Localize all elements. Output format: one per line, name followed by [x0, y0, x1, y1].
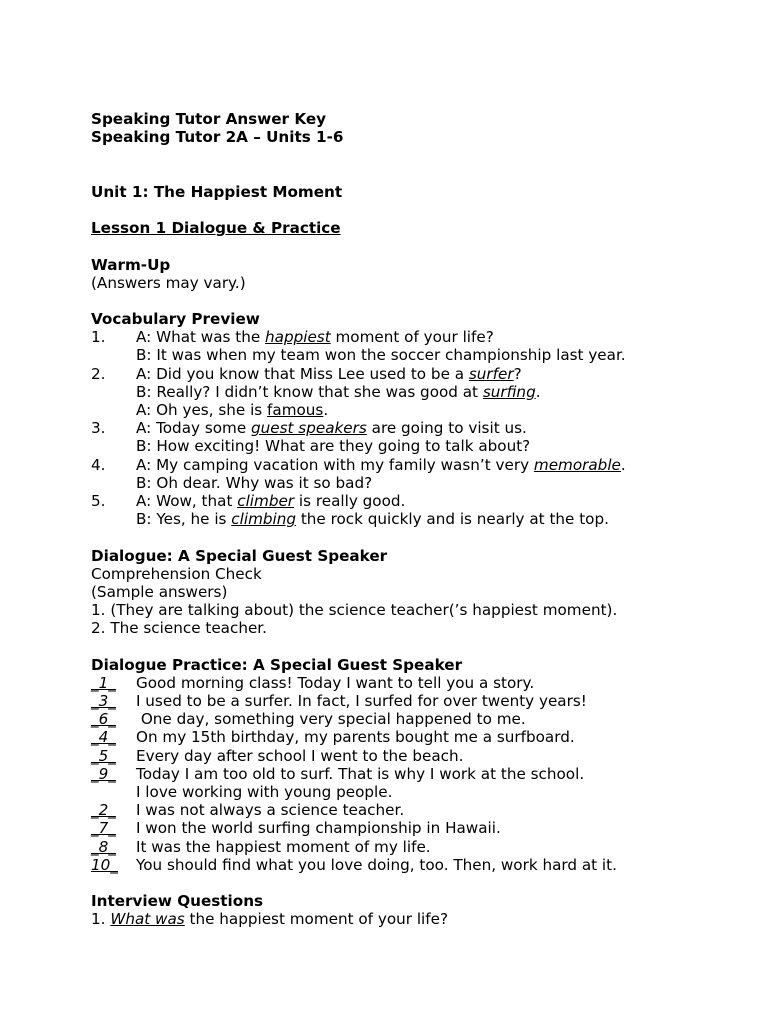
vocab-line — [91, 510, 731, 528]
order-number: _6_ — [91, 710, 116, 729]
warmup-note: (Answers may vary.) — [91, 273, 246, 292]
practice-text: It was the happiest moment of my life. — [136, 837, 431, 856]
order-number: _2_ — [91, 801, 116, 820]
practice-text: You should find what you love doing, too. Then, work hard at it. — [136, 855, 617, 874]
practice-line — [91, 747, 731, 765]
vocab-text: B: It was when my team won the soccer championship last year. — [136, 346, 626, 365]
order-number: _9_ — [91, 764, 116, 783]
question-number: 1. — [91, 910, 111, 929]
vocab-answer: guest speakers — [251, 419, 367, 438]
unit-title: Unit 1: The Happiest Moment — [91, 182, 343, 201]
doc-subtitle: Speaking Tutor 2A – Units 1-6 — [91, 128, 344, 147]
vocab-text: A: Wow, that — [136, 491, 238, 510]
vocab-answer: surfer — [468, 364, 514, 383]
practice-line — [91, 674, 731, 692]
vocab-answer: surfing — [482, 382, 536, 401]
vocab-text: A: Oh yes, she is — [136, 401, 268, 419]
sample-answers-note: (Sample answers) — [91, 582, 228, 601]
vocab-line — [91, 492, 731, 510]
warmup-heading: Warm-Up — [91, 255, 171, 274]
vocab-line — [91, 419, 731, 437]
order-number: _3_ — [91, 692, 116, 710]
vocab-number: 5. — [91, 491, 106, 510]
practice-line — [91, 783, 731, 801]
practice-line — [91, 710, 731, 728]
vocab-text: the rock quickly and is nearly at the top. — [296, 510, 609, 529]
doc-title: Speaking Tutor Answer Key — [91, 110, 327, 128]
vocab-text: B: Oh dear. Why was it so bad? — [136, 473, 373, 492]
practice-line — [91, 819, 731, 837]
vocab-text: ? — [513, 364, 522, 383]
vocab-text: . — [620, 455, 626, 474]
vocab-list — [91, 328, 731, 528]
vocab-text: B: Really? I didn’t know that she was good at — [136, 382, 483, 401]
vocab-number: 2. — [91, 364, 106, 383]
order-number: _5_ — [91, 746, 116, 765]
order-number: _4_ — [91, 728, 116, 747]
practice-heading: Dialogue Practice: A Special Guest Speaker — [91, 655, 463, 674]
vocab-number: 1. — [91, 328, 106, 347]
lesson-title: Lesson 1 Dialogue & Practice — [91, 219, 341, 238]
vocab-number: 4. — [91, 455, 106, 474]
practice-line — [91, 765, 731, 783]
order-number: _7_ — [91, 819, 116, 838]
vocab-text: is really good. — [294, 491, 406, 510]
answer-key-page — [91, 110, 731, 928]
vocab-answer: climbing — [231, 510, 297, 529]
practice-line — [91, 801, 731, 819]
practice-text: I used to be a surfer. In fact, I surfed for over twenty years! — [136, 692, 587, 710]
vocab-text: . — [535, 382, 541, 401]
vocab-text: A: Today some — [136, 419, 251, 438]
vocab-text: moment of your life? — [330, 328, 494, 347]
vocab-text: A: Did you know that Miss Lee used to be a — [136, 364, 469, 383]
vocab-line — [91, 401, 731, 419]
vocab-line — [91, 346, 731, 364]
practice-line — [91, 856, 731, 874]
vocab-line — [91, 474, 731, 492]
practice-text: Good morning class! Today I want to tell you a story. — [136, 673, 535, 692]
vocab-line — [91, 456, 731, 474]
vocab-line — [91, 365, 731, 383]
vocab-answer: climber — [237, 491, 295, 510]
practice-line — [91, 692, 731, 710]
interview-heading: Interview Questions — [91, 892, 264, 911]
vocab-line — [91, 437, 731, 455]
vocab-text: B: How exciting! What are they going to talk about? — [136, 437, 531, 456]
vocab-text: A: My camping vacation with my family wasn’t very — [136, 455, 534, 474]
practice-line — [91, 838, 731, 856]
practice-text: I won the world surfing championship in Hawaii. — [136, 819, 501, 838]
vocab-answer: memorable — [533, 455, 621, 474]
vocab-line — [91, 383, 731, 401]
question-answer: What was — [110, 910, 185, 929]
practice-text: I love working with young people. — [136, 782, 393, 801]
vocab-text: are going to visit us. — [366, 419, 527, 438]
vocab-answer: famous — [267, 401, 324, 419]
practice-line — [91, 728, 731, 746]
comprehension-answer: 1. (They are talking about) the science teacher(’s happiest moment). — [91, 601, 618, 620]
practice-text: Every day after school I went to the beach. — [136, 746, 464, 765]
order-number: 10_ — [91, 855, 118, 874]
comprehension-check-label: Comprehension Check — [91, 564, 262, 583]
comprehension-answer: 2. The science teacher. — [91, 619, 267, 638]
vocab-text: . — [323, 401, 329, 419]
practice-text: One day, something very special happened to me. — [136, 710, 526, 729]
vocab-text: A: What was the — [136, 328, 266, 347]
practice-text: Today I am too old to surf. That is why I work at the school. — [136, 764, 585, 783]
vocab-number: 3. — [91, 419, 106, 438]
vocab-text: B: Yes, he is — [136, 510, 232, 529]
practice-text: On my 15th birthday, my parents bought me a surfboard. — [136, 728, 575, 747]
practice-list — [91, 674, 731, 874]
order-number: _8_ — [91, 837, 116, 856]
order-number: _1_ — [91, 673, 116, 692]
question-text: the happiest moment of your life? — [184, 910, 449, 929]
vocab-answer: happiest — [265, 328, 331, 347]
interview-question — [91, 910, 731, 928]
vocab-heading: Vocabulary Preview — [91, 310, 260, 329]
practice-text: I was not always a science teacher. — [136, 801, 405, 820]
vocab-line — [91, 328, 731, 346]
dialogue-heading: Dialogue: A Special Guest Speaker — [91, 546, 388, 565]
